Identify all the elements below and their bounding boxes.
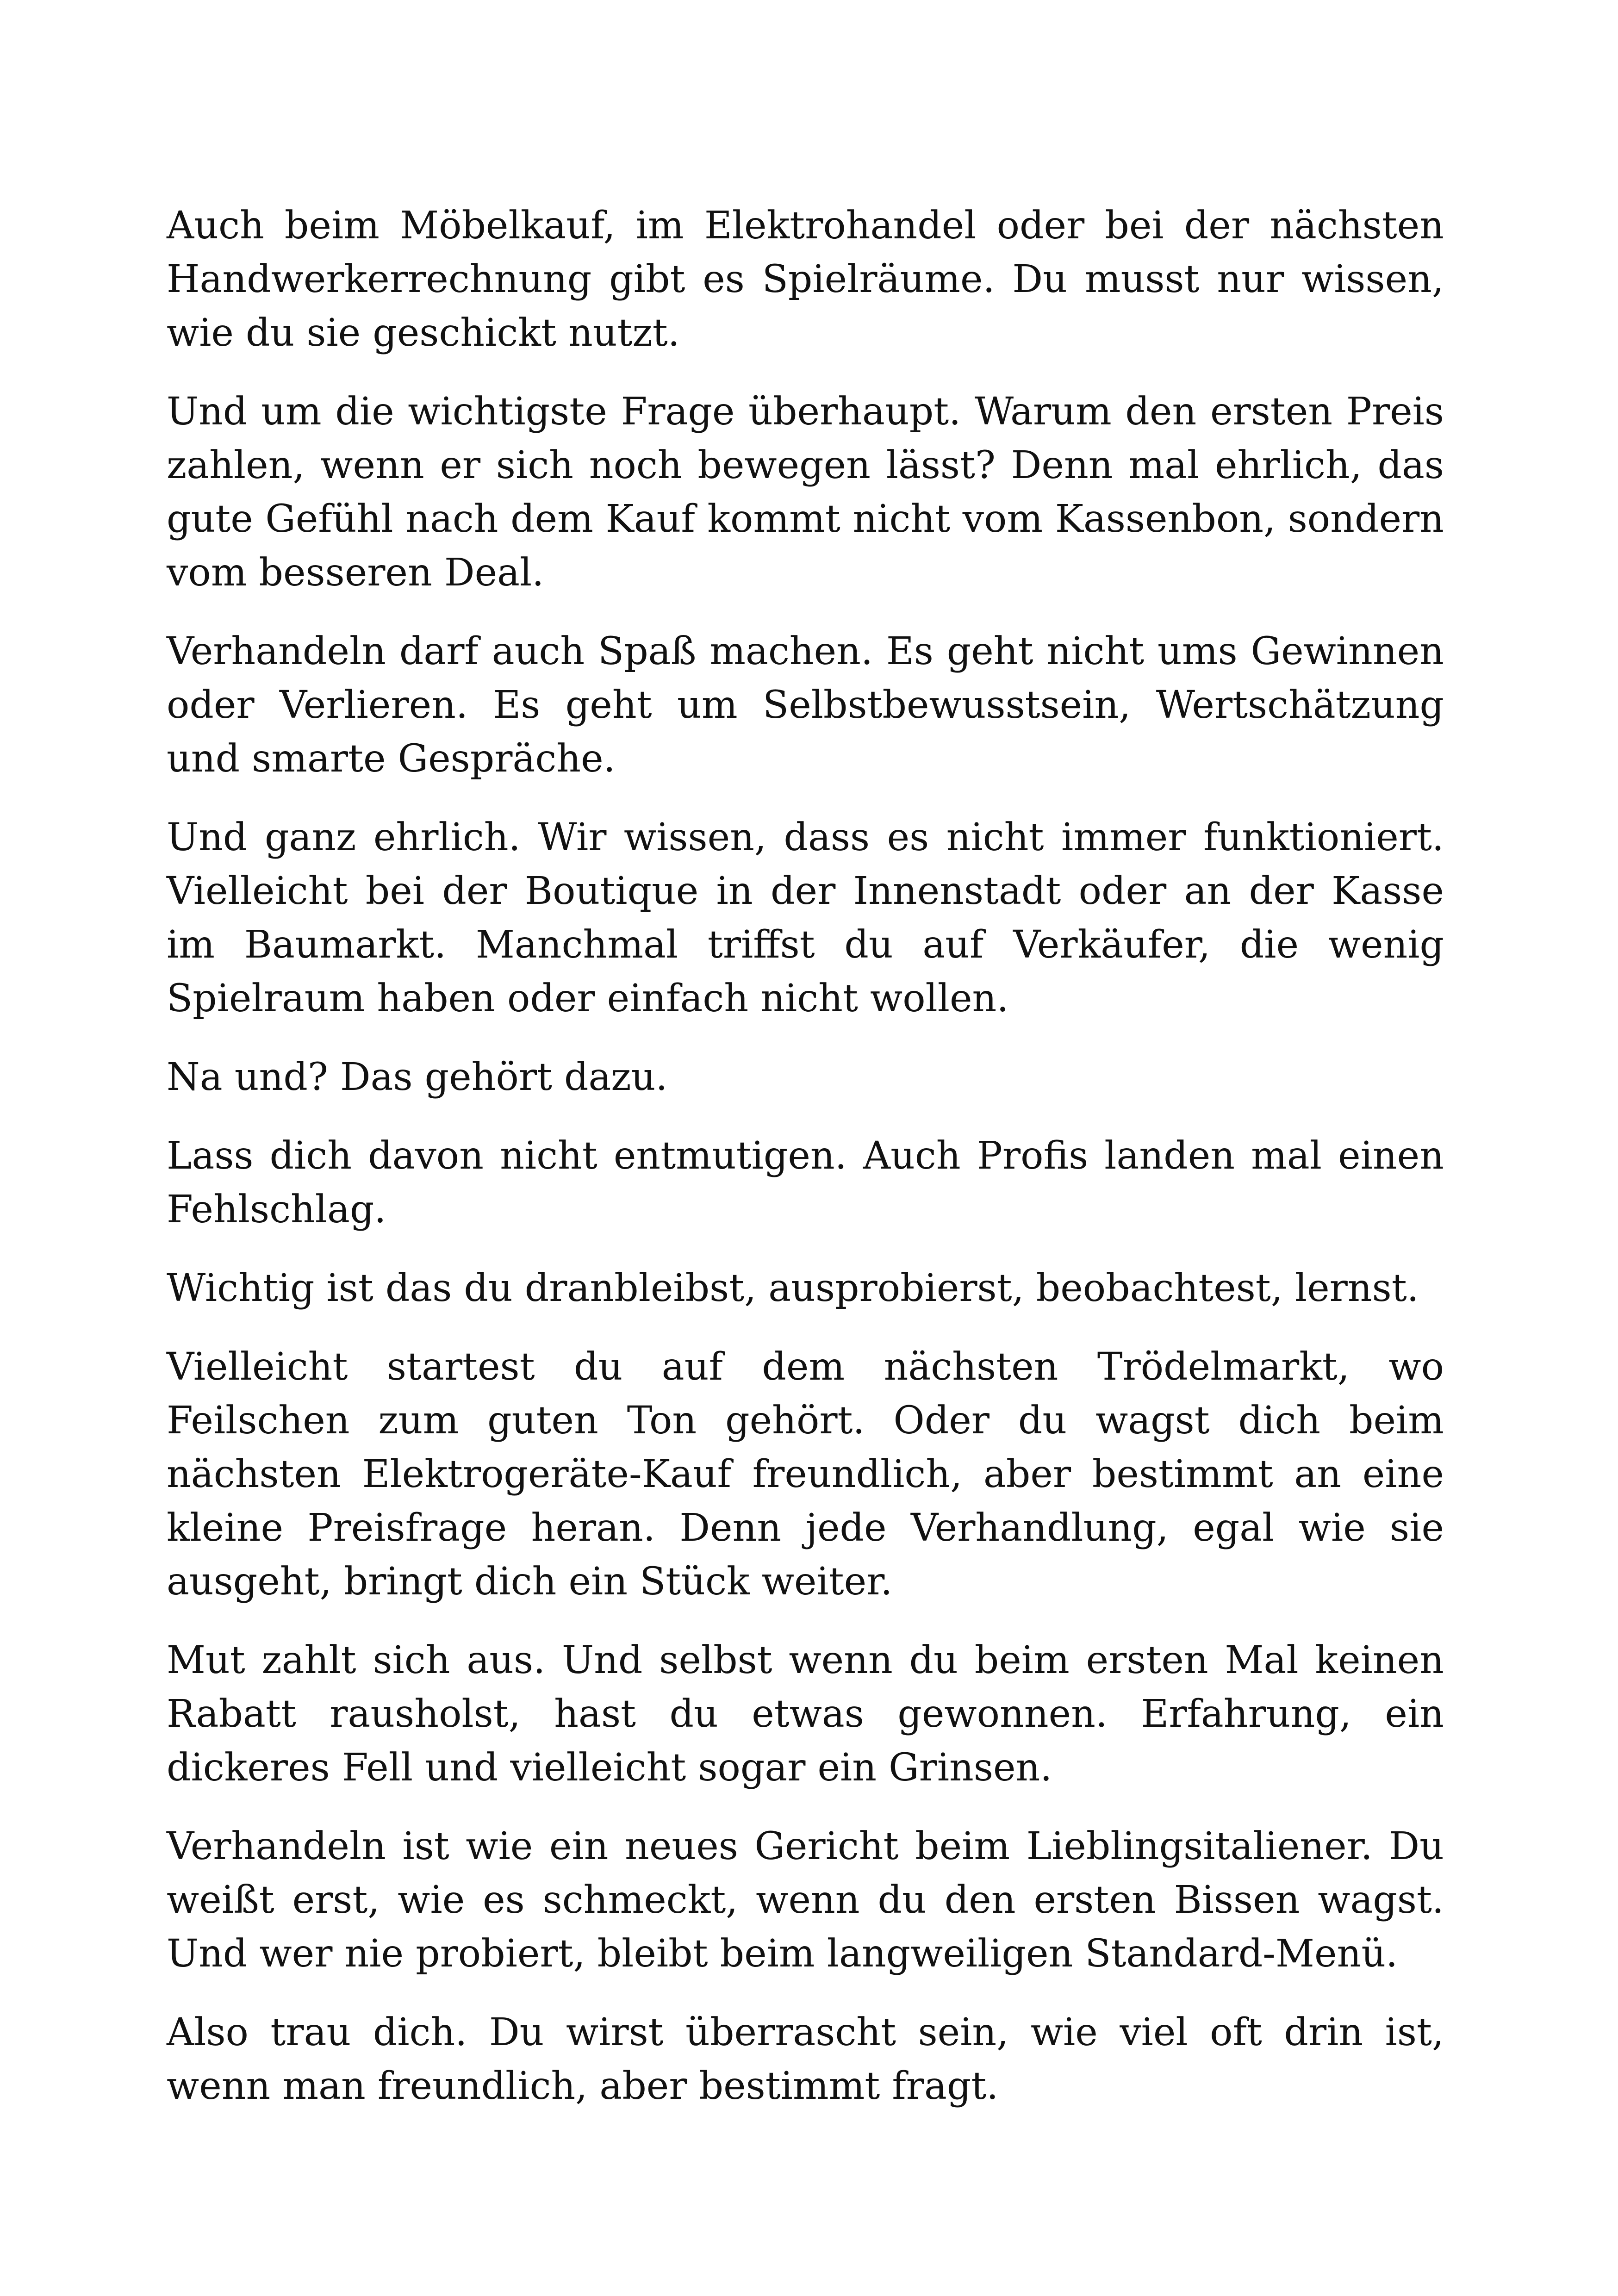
paragraph-lieblingsitaliener: Verhandeln ist wie ein neues Gericht beim Lieblingsitaliener. Du weißt erst, wie es schmeckt, wenn du den ersten Bissen wagst. Und wer nie probiert, bleibt beim langweiligen Standard-Menü. — [167, 1824, 1444, 1976]
paragraph-trau-dich: Also trau dich. Du wirst überrascht sein, wie viel oft drin ist, wenn man freundlich, aber bestimmt fragt. — [167, 2010, 1444, 2108]
paragraph-nicht-entmutigen: Lass dich davon nicht entmutigen. Auch Profis landen mal einen Fehlschlag. — [167, 1134, 1444, 1232]
paragraph-ganz-ehrlich: Und ganz ehrlich. Wir wissen, dass es nicht immer funktioniert. Vielleicht bei der Boutique in der Innenstadt oder an der Kasse im Baumarkt. Manchmal triffst du auf Verkäufer, die wenig Spielraum haben oder einfach nicht wollen. — [167, 815, 1444, 1020]
paragraph-mut: Mut zahlt sich aus. Und selbst wenn du beim ersten Mal keinen Rabatt rausholst, hast du etwas gewonnen. Erfahrung, ein dickeres Fell und vielleicht sogar ein Grinsen. — [167, 1638, 1444, 1790]
paragraph-troedelmarkt: Vielleicht startest du auf dem nächsten Trödelmarkt, wo Feilschen zum guten Ton gehört. Oder du wagst dich beim nächsten Elektrogeräte-Kauf freundlich, aber bestimmt an eine kleine Preisfrage heran. Denn jede Verhandlung, egal wie sie ausgeht, bringt dich ein Stück weiter. — [167, 1345, 1444, 1604]
paragraph-na-und: Na und? Das gehört dazu. — [167, 1055, 668, 1099]
paragraph-spass: Verhandeln darf auch Spaß machen. Es geht nicht ums Gewinnen oder Verlieren. Es geht um Selbstbewusstsein, Wertschätzung und smarte Gespräche. — [167, 629, 1444, 781]
paragraph-wichtigste-frage: Und um die wichtigste Frage überhaupt. Warum den ersten Preis zahlen, wenn er sich noch bewegen lässt? Denn mal ehrlich, das gute Gefühl nach dem Kauf kommt nicht vom Kassenbon, sondern vom besseren Deal. — [167, 390, 1444, 595]
document-page — [167, 199, 1444, 2138]
paragraph-moebelkauf: Auch beim Möbelkauf, im Elektrohandel oder bei der nächsten Handwerkerrechnung gibt es Spielräume. Du musst nur wissen, wie du sie geschickt nutzt. — [167, 204, 1444, 355]
paragraph-dranbleiben: Wichtig ist das du dranbleibst, ausprobierst, beobachtest, lernst. — [167, 1266, 1419, 1310]
